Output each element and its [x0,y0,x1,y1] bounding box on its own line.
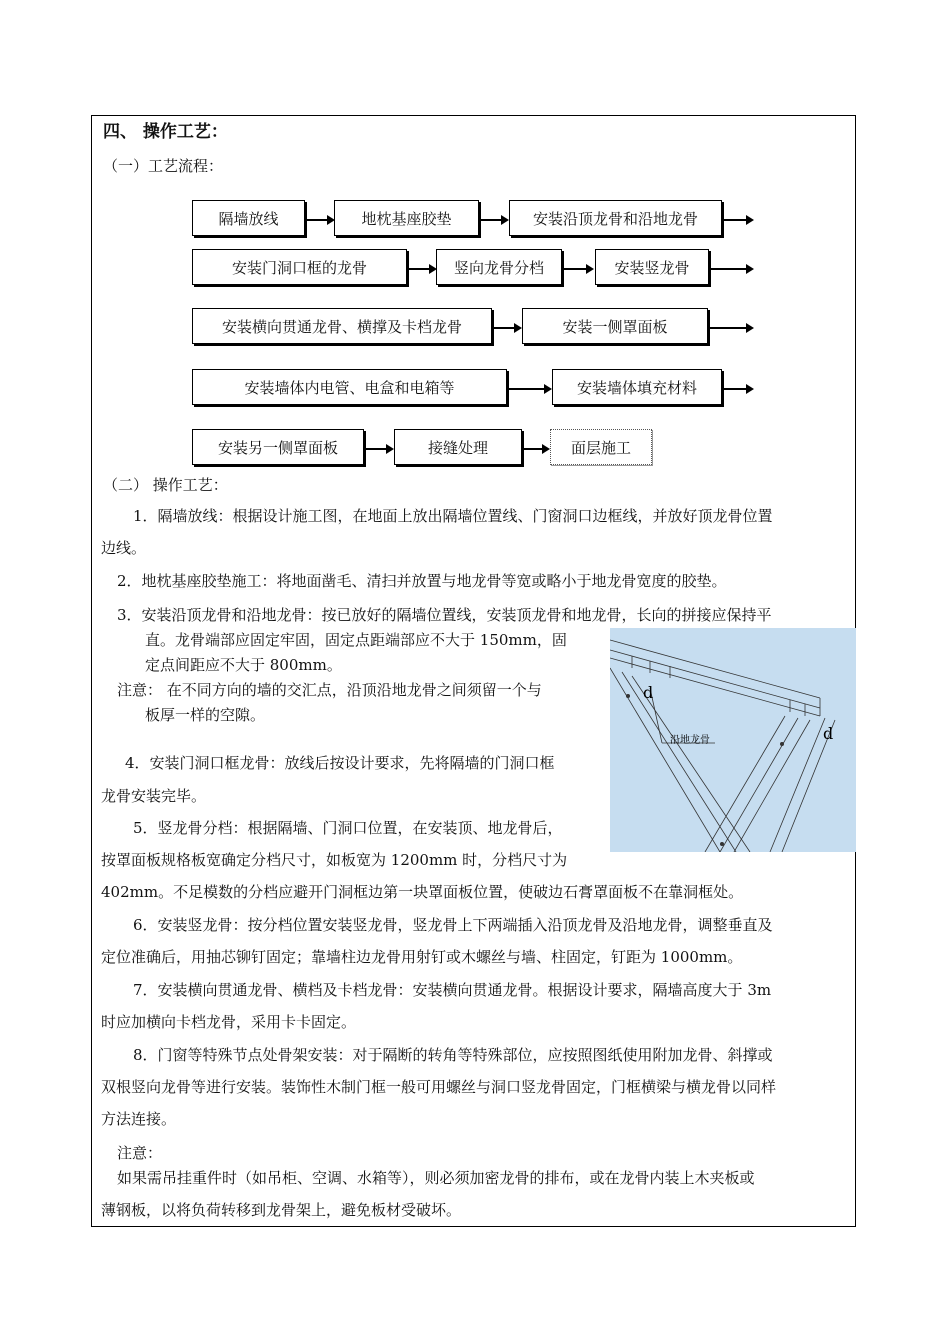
flow-arrow [493,327,515,329]
step5-line1: 5．竖龙骨分档：根据隔墙、门洞口位置，在安装顶、地龙骨后， [133,819,563,837]
step8-line2: 双根竖向龙骨等进行安装。装饰性木制门框一般可用螺丝与洞口竖龙骨固定，门框横梁与横龙骨以同样 [101,1078,777,1096]
flow-arrow [563,268,587,270]
diagram-label-floor-track: 沿地龙骨 [670,735,710,746]
diagram-drawing [610,628,856,852]
flow-step-horizontal-stud: 安装横向贯通龙骨、横撑及卡档龙骨 [192,308,492,344]
step7-line1: 7．安装横向贯通龙骨、横档及卡档龙骨：安装横向贯通龙骨。根据设计要求，隔墙高度大于 3m [133,981,772,999]
step6-line1: 6．安装竖龙骨：按分档位置安装竖龙骨，竖龙骨上下两端插入沿顶龙骨及沿地龙骨，调整垂直及 [133,916,773,934]
step1-line1: 1．隔墙放线：根据设计施工图，在地面上放出隔墙位置线、门窗洞口边框线，并放好顶龙骨位置 [133,507,773,525]
note1-line2: 板厚一样的空隙。 [145,706,266,724]
step3-line3: 定点间距应不大于 800mm。 [145,656,342,674]
step8-line1: 8．门窗等特殊节点处骨架安装：对于隔断的转角等特殊部位，应按照图纸使用附加龙骨、斜撑或 [133,1046,773,1064]
step3-line2: 直。龙骨端部应固定牢固，固定点距端部应不大于 150mm，固 [145,631,567,649]
flow-step-wall-layout: 隔墙放线 [192,200,305,236]
flow-arrow [508,388,545,390]
flow-arrow [710,268,747,270]
flow-step-conduit-boxes: 安装墙体内电管、电盒和电箱等 [192,369,507,405]
diagram-label-d2: d [823,724,834,743]
step1-line2: 边线。 [101,539,147,557]
step4-line2: 龙骨安装完毕。 [101,787,207,805]
flow-step-top-bottom-track: 安装沿顶龙骨和沿地龙骨 [509,200,722,236]
flow-step-door-frame-stud: 安装门洞口框的龙骨 [192,249,407,285]
note2-line2: 薄钢板，以将负荷转移到龙骨架上，避免板材受破坏。 [101,1201,462,1219]
stud-track-diagram [610,628,856,852]
flow-arrow [523,448,543,450]
process-heading: （二） 操作工艺： [103,476,228,494]
step2: 2．地枕基座胶垫施工：将地面凿毛、清扫并放置与地龙骨等宽或略小于地龙骨宽度的胶垫。 [117,572,727,590]
flow-arrow [306,219,328,221]
note2-label: 注意： [117,1144,163,1162]
flow-step-insulation-fill: 安装墙体填充材料 [552,369,722,405]
flow-step-joint-treatment: 接缝处理 [394,429,522,465]
flow-step-one-side-board: 安装一侧罩面板 [522,308,708,344]
flow-arrow [408,268,430,270]
step6-line2: 定位准确后，用抽芯铆钉固定；靠墙柱边龙骨用射钉或木螺丝与墙、柱固定，钉距为 1000mm。 [101,948,743,966]
flow-arrow [723,219,747,221]
flow-step-vertical-stud: 安装竖龙骨 [595,249,709,285]
flow-arrow [480,219,502,221]
diagram-label-d1: d [643,683,654,702]
flow-arrow [365,448,387,450]
flow-heading: （一）工艺流程： [103,157,224,175]
flow-arrow [709,327,747,329]
flow-step-surface-finish: 面层施工 [550,429,652,465]
step5-line2: 按罩面板规格板宽确定分档尺寸，如板宽为 1200mm 时，分档尺寸为 [101,851,568,869]
step8-line3: 方法连接。 [101,1110,177,1128]
step4-line1: 4．安装门洞口框龙骨：放线后按设计要求，先将隔墙的门洞口框 [125,754,555,772]
step5-line3: 402mm。不足模数的分档应避开门洞框边第一块罩面板位置，使破边石膏罩面板不在靠洞框处。 [101,883,744,901]
step3-line1: 3．安装沿顶龙骨和沿地龙骨：按已放好的隔墙位置线，安装顶龙骨和地龙骨，长向的拼接应保持平 [117,606,772,624]
flow-step-other-side-board: 安装另一侧罩面板 [192,429,364,465]
section-title: 四、 操作工艺： [103,122,228,142]
note1-line1: 注意： 在不同方向的墙的交汇点，沿顶沿地龙骨之间须留一个与 [117,681,542,699]
flow-arrow [723,388,747,390]
flow-step-base-pad: 地枕基座胶垫 [334,200,479,236]
flow-step-stud-spacing: 竖向龙骨分档 [436,249,562,285]
note2-line1: 如果需吊挂重件时（如吊柜、空调、水箱等），则必须加密龙骨的排布，或在龙骨内装上木夹板或 [117,1169,755,1187]
step7-line2: 时应加横向卡档龙骨，采用卡卡固定。 [101,1013,357,1031]
